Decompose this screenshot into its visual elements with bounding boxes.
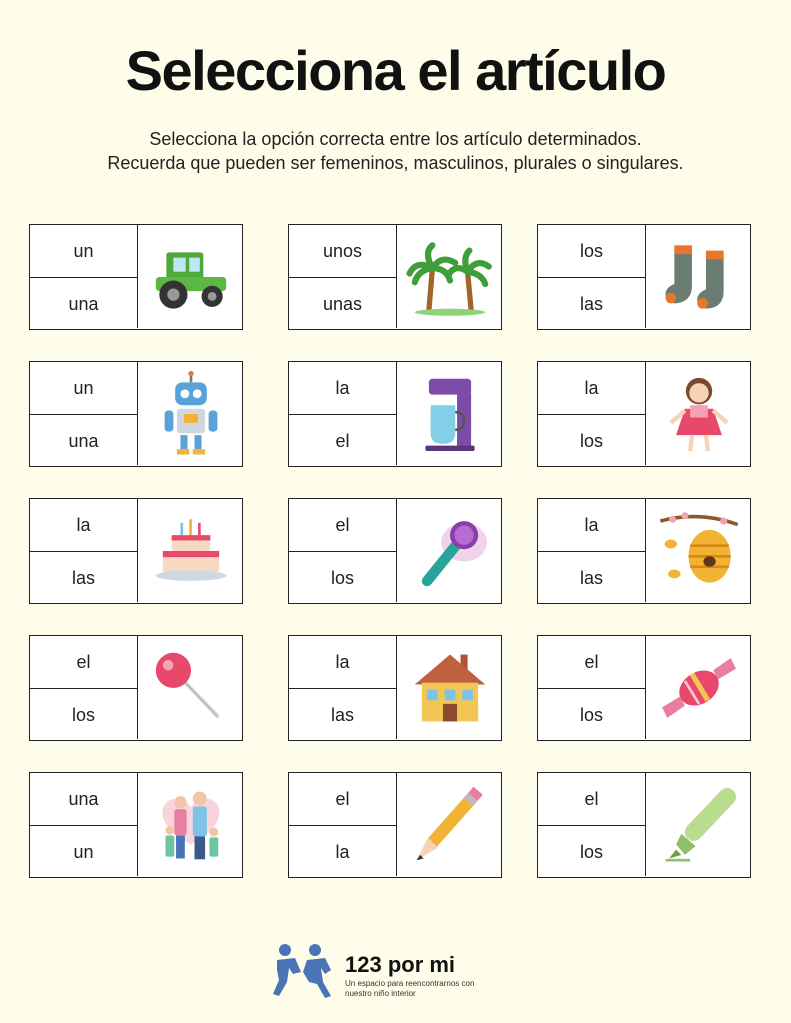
article-option-bottom[interactable]: una: [68, 430, 99, 451]
article-option-top[interactable]: una: [30, 773, 137, 826]
article-option-top[interactable]: un: [30, 362, 137, 415]
exercise-card: [288, 635, 502, 741]
article-option-top[interactable]: la: [30, 499, 137, 552]
beehive-icon: [645, 499, 751, 602]
family-icon: [137, 773, 243, 876]
instructions-line-2: Recuerda que pueden ser femeninos, masculinos, plurales o singulares.: [107, 153, 684, 173]
instructions-line-1: Selecciona la opción correcta entre los artículo determinados.: [149, 129, 642, 149]
socks-icon: [645, 225, 751, 328]
highlighter-icon: [645, 773, 751, 876]
tagline-line-2: nuestro niño interior: [345, 989, 416, 998]
exercise-card: [288, 498, 502, 604]
article-option-bottom[interactable]: las: [579, 567, 603, 588]
pencil-icon: [396, 773, 502, 876]
microphone-icon: [396, 499, 502, 602]
article-option-bottom[interactable]: el: [335, 430, 350, 451]
article-option-top[interactable]: el: [538, 636, 645, 689]
article-option-bottom[interactable]: los: [579, 430, 603, 451]
exercise-card: [537, 361, 751, 467]
brand-name: 123 por mi: [345, 952, 456, 977]
article-option-bottom[interactable]: las: [330, 704, 354, 725]
instructions: [0, 127, 791, 175]
article-option-bottom[interactable]: los: [579, 841, 603, 862]
article-option-top[interactable]: la: [538, 362, 645, 415]
exercise-grid: [29, 224, 753, 880]
exercise-card: [29, 498, 243, 604]
exercise-card: [29, 224, 243, 330]
article-option-top[interactable]: la: [289, 362, 396, 415]
tractor-icon: [137, 225, 243, 328]
exercise-card: [537, 224, 751, 330]
article-option-bottom[interactable]: las: [71, 567, 95, 588]
article-option-bottom[interactable]: unas: [322, 293, 363, 314]
exercise-card: [29, 635, 243, 741]
exercise-card: [29, 361, 243, 467]
article-option-bottom[interactable]: los: [330, 567, 354, 588]
exercise-card: [288, 224, 502, 330]
article-option-bottom[interactable]: una: [68, 293, 99, 314]
exercise-card: [29, 772, 243, 878]
article-option-bottom[interactable]: las: [579, 293, 603, 314]
cake-icon: [137, 499, 243, 602]
article-option-top[interactable]: unos: [289, 225, 396, 278]
article-option-bottom[interactable]: los: [579, 704, 603, 725]
house-icon: [396, 636, 502, 739]
exercise-card: [288, 361, 502, 467]
kids-logo-icon: [273, 942, 335, 998]
article-option-bottom[interactable]: los: [71, 704, 95, 725]
article-option-top[interactable]: el: [30, 636, 137, 689]
article-option-top[interactable]: el: [289, 499, 396, 552]
lollipop-icon: [137, 636, 243, 739]
footer-logo: [273, 940, 533, 1000]
page-title: Selecciona el artículo: [125, 39, 666, 102]
palm-trees-icon: [396, 225, 502, 328]
article-option-top[interactable]: el: [289, 773, 396, 826]
tagline-line-1: Un espacio para reencontrarnos con: [345, 979, 475, 988]
coffee-maker-icon: [396, 362, 502, 465]
article-option-top[interactable]: la: [538, 499, 645, 552]
exercise-card: [537, 635, 751, 741]
doll-icon: [645, 362, 751, 465]
article-option-top[interactable]: la: [289, 636, 396, 689]
article-option-top[interactable]: los: [538, 225, 645, 278]
article-option-top[interactable]: un: [30, 225, 137, 278]
article-option-bottom[interactable]: la: [335, 841, 350, 862]
article-option-bottom[interactable]: un: [73, 841, 94, 862]
brand-tagline: [345, 979, 495, 999]
candy-icon: [645, 636, 751, 739]
exercise-card: [537, 772, 751, 878]
article-option-top[interactable]: el: [538, 773, 645, 826]
exercise-card: [288, 772, 502, 878]
robot-icon: [137, 362, 243, 465]
exercise-card: [537, 498, 751, 604]
